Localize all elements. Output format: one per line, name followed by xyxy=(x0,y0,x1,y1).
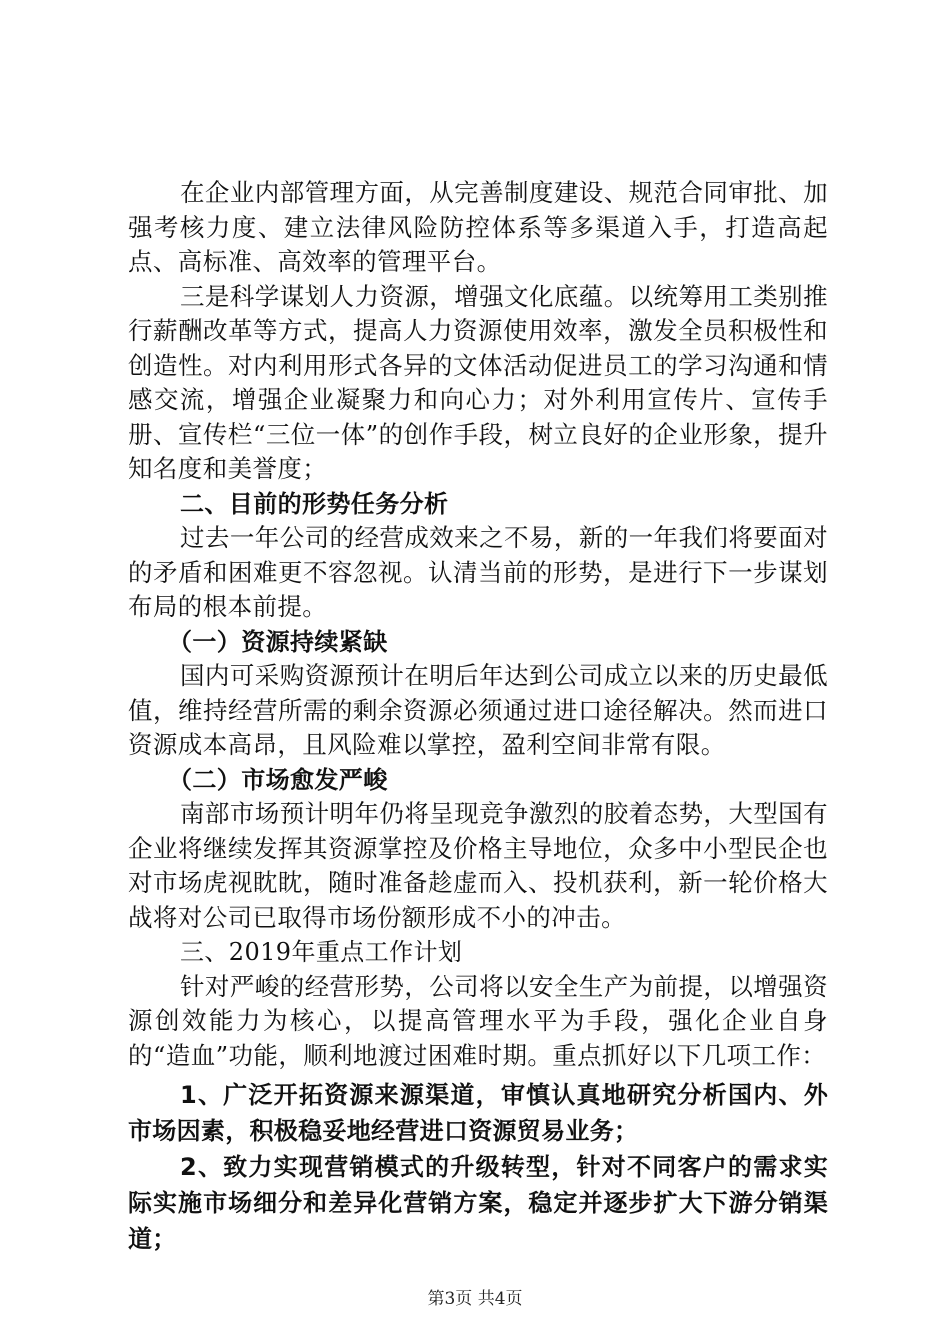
paragraph-human-resources: 三是科学谋划人力资源，增强文化底蕴。以统筹用工类别推行薪酬改革等方式，提高人力资源使用效率，激发全员积极性和创造性。对内利用形式各异的文体活动促进员工的学习沟通和情感交流，增强企业凝聚力和向心力；对外利用宣传片、宣传手册、宣传栏“三位一体”的创作手段，树立良好的企业形象，提升知名度和美誉度； xyxy=(128,281,828,483)
page-number-footer: 第3页 共4页 xyxy=(427,1289,523,1309)
subsection-heading-market-severity: （二）市场愈发严峻 xyxy=(168,765,388,794)
section-heading-situation-analysis: 二、目前的形势任务分析 xyxy=(180,489,449,518)
paragraph-internal-management: 在企业内部管理方面，从完善制度建设、规范合同审批、加强考核力度、建立法律风险防控体系等多渠道入手，打造高起点、高标准、高效率的管理平台。 xyxy=(128,178,828,276)
document-body xyxy=(128,176,828,1257)
list-item-plan-2: 2、致力实现营销模式的升级转型，针对不同客户的需求实际实施市场细分和差异化营销方案，稳定并逐步扩大下游分销渠道； xyxy=(128,1153,828,1253)
paragraph-work-plan-intro: 针对严峻的经营形势，公司将以安全生产为前提，以增强资源创效能力为核心，以提高管理水平为手段，强化企业自身的“造血”功能，顺利地渡过困难时期。重点抓好以下几项工作： xyxy=(128,971,828,1070)
list-item-plan-1: 1、广泛开拓资源来源渠道，审慎认真地研究分析国内、外市场因素，积极稳妥地经营进口资源贸易业务； xyxy=(128,1081,828,1145)
subsection-heading-resource-shortage: （一）资源持续紧缺 xyxy=(168,627,388,656)
paragraph-market-severity: 南部市场预计明年仍将呈现竞争激烈的胶着态势，大型国有企业将继续发挥其资源掌控及价格主导地位，众多中小型民企也对市场虎视眈眈，随时准备趁虚而入、投机获利，新一轮价格大战将对公司已取得市场份额形成不小的冲击。 xyxy=(128,799,828,932)
paragraph-resource-shortage: 国内可采购资源预计在明后年达到公司成立以来的历史最低值，维持经营所需的剩余资源必须通过进口途径解决。然而进口资源成本高昂，且风险难以掌控，盈利空间非常有限。 xyxy=(128,661,828,759)
section-heading-work-plan: 三、2019年重点工作计划 xyxy=(180,938,463,966)
paragraph-situation-intro: 过去一年公司的经营成效来之不易，新的一年我们将要面对的矛盾和困难更不容忽视。认清当前的形势，是进行下一步谋划布局的根本前提。 xyxy=(128,523,828,621)
